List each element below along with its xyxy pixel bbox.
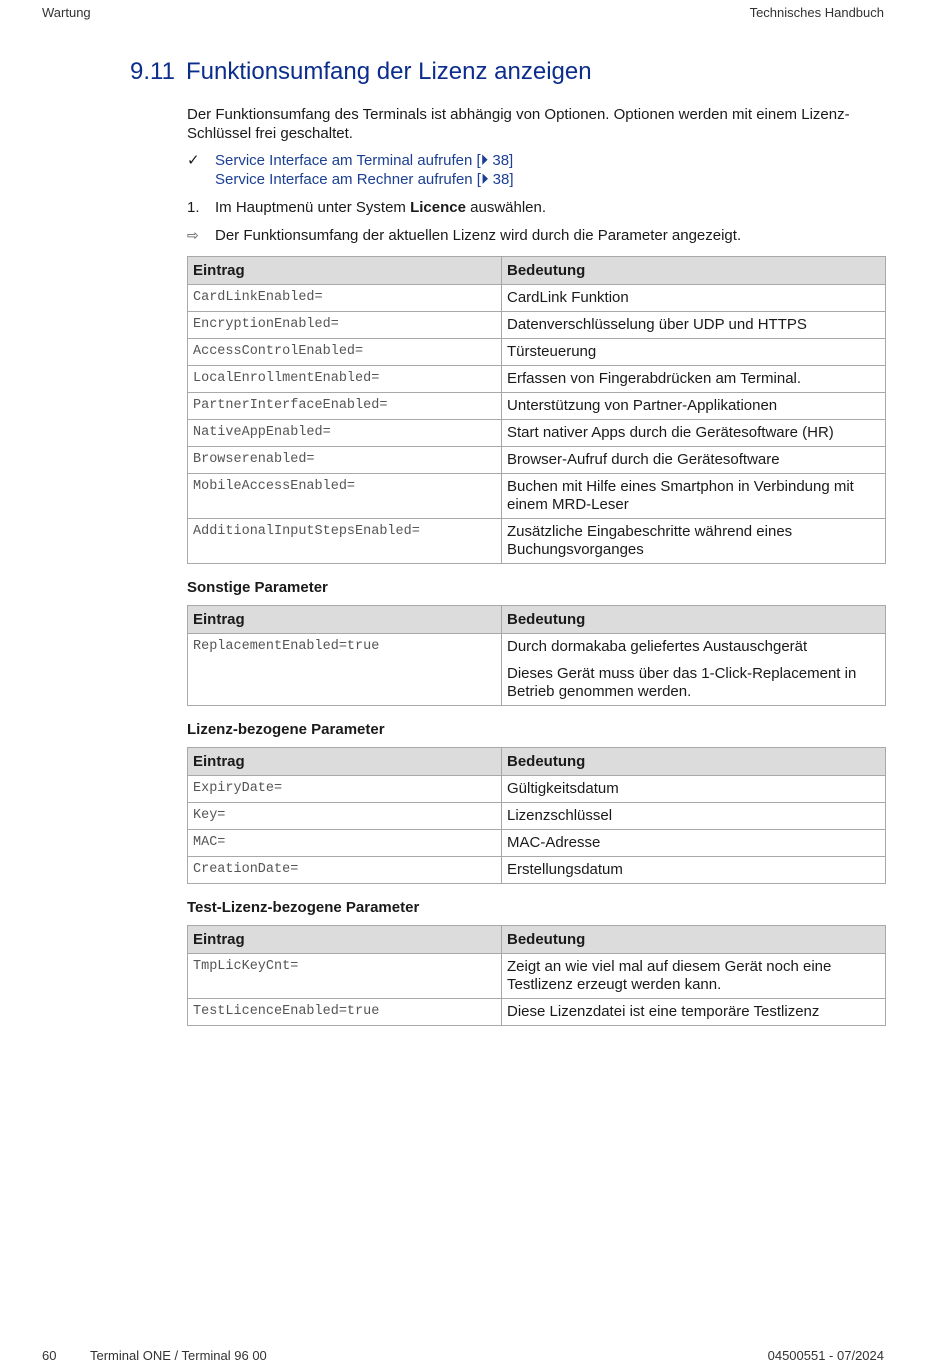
test-license-params-heading: Test-Lizenz-bezogene Parameter [187,899,420,916]
other-params-table [187,605,886,706]
section-title-text: Funktionsumfang der Lizenz anzeigen [186,58,592,85]
section-number: 9.11 [130,58,175,85]
table-header-row [188,926,886,954]
step-text-after: auswählen. [465,199,547,216]
table-row [188,366,886,393]
footer-product: Terminal ONE / Terminal 96 00 [90,1348,267,1363]
meaning-cell [502,634,886,706]
column-header-entry: Eintrag [188,926,502,954]
column-header-entry: Eintrag [188,257,502,285]
entry-cell: ExpiryDate= [188,776,502,803]
table-row [188,776,886,803]
entry-cell: MobileAccessEnabled= [188,474,502,519]
table-row [188,803,886,830]
table-row [188,634,886,706]
prerequisites [187,151,885,189]
entry-cell: CardLinkEnabled= [188,285,502,312]
step-text-bold: Licence [410,199,466,216]
section-content [187,105,885,1026]
entry-cell: LocalEnrollmentEnabled= [188,366,502,393]
entry-cell: CreationDate= [188,857,502,884]
table-row [188,954,886,999]
entry-cell: Key= [188,803,502,830]
table-row [188,339,886,366]
entry-cell: ReplacementEnabled=true [188,634,502,706]
meaning-line: Durch dormakaba geliefertes Austauschgerät [507,638,808,655]
meaning-cell: Buchen mit Hilfe eines Smartphon in Verbindung mit einem MRD-Leser [502,474,886,519]
test-license-params-table [187,925,886,1026]
entry-cell: TmpLicKeyCnt= [188,954,502,999]
meaning-cell: Gültigkeitsdatum [502,776,886,803]
table-header-row [188,606,886,634]
meaning-line: Dieses Gerät muss über das 1-Click-Replacement in Betrieb genommen werden. [507,665,857,700]
table-row [188,830,886,857]
entry-cell: AccessControlEnabled= [188,339,502,366]
result [187,226,885,245]
license-params-table [187,747,886,884]
checkmark-icon: ✓ [187,152,200,169]
entry-cell: Browserenabled= [188,447,502,474]
step-text-before: Im Hauptmenü unter System [215,199,411,216]
column-header-meaning: Bedeutung [502,606,886,634]
meaning-cell: Zusätzliche Eingabeschritte während eines Buchungsvorganges [502,519,886,564]
other-params-heading: Sonstige Parameter [187,579,328,596]
table-header-row [188,748,886,776]
link-service-interface-terminal[interactable]: Service Interface am Terminal aufrufen [⏵ 38] [215,152,514,169]
entry-cell: MAC= [188,830,502,857]
result-text: Der Funktionsumfang der aktuellen Lizenz wird durch die Parameter angezeigt. [215,227,742,244]
table-row [188,857,886,884]
meaning-cell: Browser-Aufruf durch die Gerätesoftware [502,447,886,474]
header-chapter: Wartung [42,5,91,20]
license-feature-table [187,256,886,564]
entry-cell: NativeAppEnabled= [188,420,502,447]
meaning-cell: Erfassen von Fingerabdrücken am Terminal. [502,366,886,393]
step-number: 1. [187,199,200,216]
table-row [188,519,886,564]
link-service-interface-computer[interactable]: Service Interface am Rechner aufrufen [⏵ 38] [215,171,514,188]
meaning-cell: Datenverschlüsselung über UDP und HTTPS [502,312,886,339]
table-header-row [188,257,886,285]
column-header-meaning: Bedeutung [502,257,886,285]
table-row [188,447,886,474]
page-number: 60 [42,1348,57,1363]
entry-cell: EncryptionEnabled= [188,312,502,339]
license-params-heading: Lizenz-bezogene Parameter [187,721,385,738]
meaning-cell: CardLink Funktion [502,285,886,312]
footer-document-id: 04500551 - 07/2024 [767,1348,884,1363]
table-row [188,420,886,447]
meaning-cell: Lizenzschlüssel [502,803,886,830]
column-header-entry: Eintrag [188,748,502,776]
intro-paragraph: Der Funktionsumfang des Terminals ist abhängig von Optionen. Optionen werden mit einem Lizenz-Schlüssel frei geschaltet. [187,106,850,142]
meaning-cell: Erstellungsdatum [502,857,886,884]
meaning-cell: Zeigt an wie viel mal auf diesem Gerät noch eine Testlizenz erzeugt werden kann. [502,954,886,999]
meaning-cell: Unterstützung von Partner-Applikationen [502,393,886,420]
table-row [188,474,886,519]
table-row [188,285,886,312]
meaning-cell: Türsteuerung [502,339,886,366]
column-header-meaning: Bedeutung [502,748,886,776]
section-title [130,58,592,86]
entry-cell: AdditionalInputStepsEnabled= [188,519,502,564]
step-1 [187,198,885,217]
column-header-entry: Eintrag [188,606,502,634]
table-row [188,999,886,1026]
meaning-cell: MAC-Adresse [502,830,886,857]
table-row [188,312,886,339]
entry-cell: PartnerInterfaceEnabled= [188,393,502,420]
entry-cell: TestLicenceEnabled=true [188,999,502,1026]
column-header-meaning: Bedeutung [502,926,886,954]
meaning-cell: Diese Lizenzdatei ist eine temporäre Testlizenz [502,999,886,1026]
table-row [188,393,886,420]
header-manual-title: Technisches Handbuch [749,5,884,20]
meaning-cell: Start nativer Apps durch die Gerätesoftware (HR) [502,420,886,447]
result-arrow-icon: ⇨ [187,227,199,243]
